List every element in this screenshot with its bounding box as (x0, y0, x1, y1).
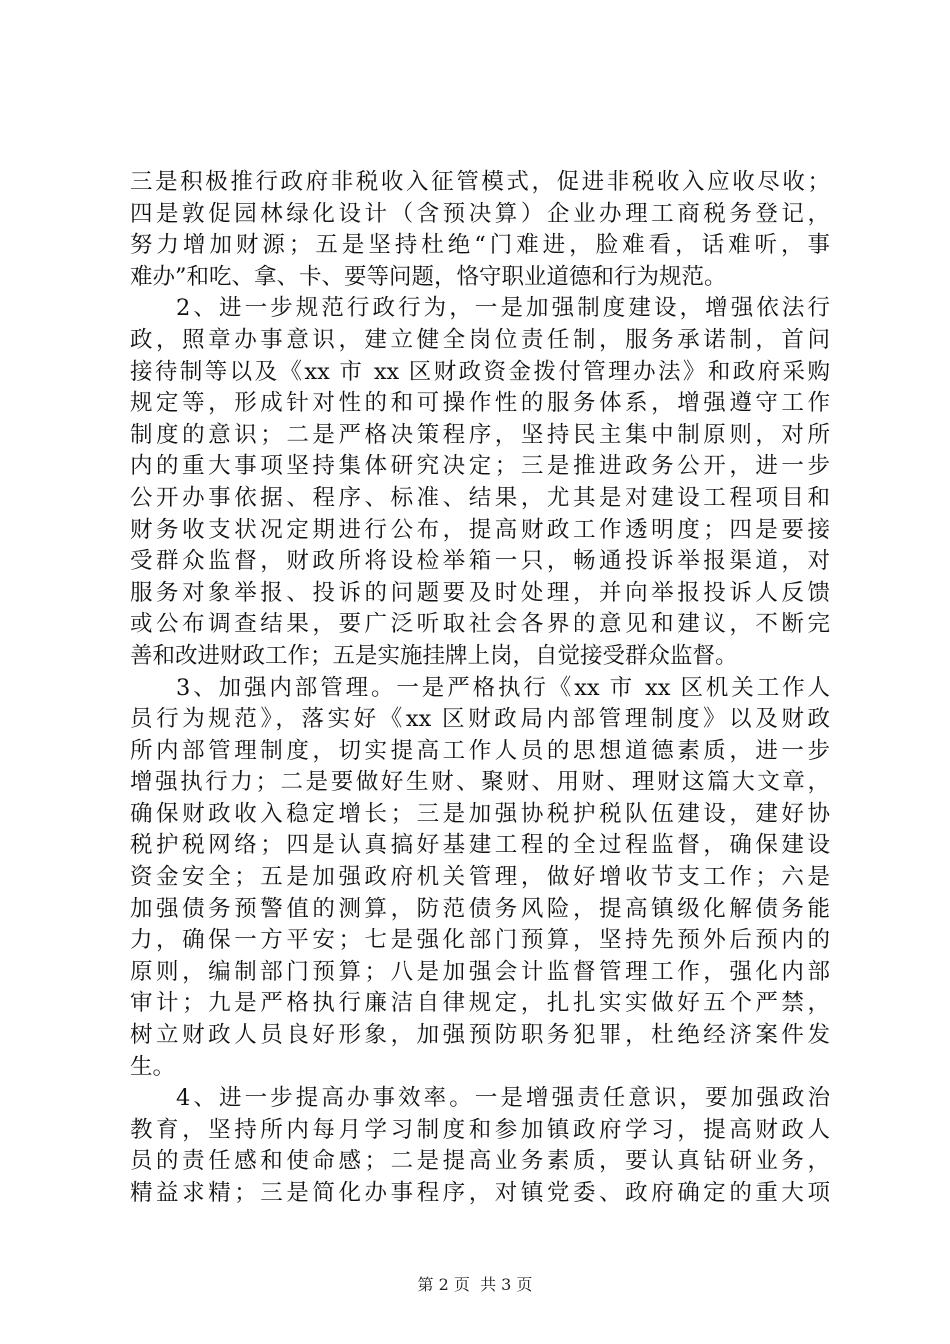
text-line: 所内部管理制度，切实提高工作人员的思想道德素质，进一步 (130, 737, 830, 764)
text-line: 力，确保一方平安；七是强化部门预算，坚持先预外后预内的 (130, 927, 830, 954)
paragraph-start-line: 4、进一步提高办事效率。一是增强责任意识，要加强政治 (176, 1085, 830, 1112)
paragraph-start-line: 3、加强内部管理。一是严格执行《xx 市 xx 区机关工作人 (176, 674, 830, 701)
text-line: 受群众监督，财政所将设检举箱一只，畅通投诉举报渠道，对 (130, 548, 830, 575)
text-line: 或公布调查结果，要广泛听取社会各界的意见和建议，不断完 (130, 611, 830, 638)
text-line: 生。 (130, 1053, 176, 1080)
text-line: 财务收支状况定期进行公布，提高财政工作透明度；四是要接 (130, 516, 830, 543)
text-line: 善和改进财政工作；五是实施挂牌上岗，自觉接受群众监督。 (130, 642, 738, 669)
text-line: 公开办事依据、程序、标准、结果，尤其是对建设工程项目和 (130, 484, 830, 511)
text-line: 服务对象举报、投诉的问题要及时处理，并向举报投诉人反馈 (130, 579, 830, 606)
text-line: 员的责任感和使命感；二是提高业务素质，要认真钻研业务， (130, 1148, 830, 1175)
text-line: 原则，编制部门预算；八是加强会计监督管理工作，强化内部 (130, 958, 830, 985)
text-line: 员行为规范》，落实好《xx 区财政局内部管理制度》以及财政 (130, 706, 830, 733)
text-line: 内的重大事项坚持集体研究决定；三是推进政务公开，进一步 (130, 453, 830, 480)
text-line: 制度的意识；二是严格决策程序，坚持民主集中制原则，对所 (130, 421, 830, 448)
text-line: 税护税网络；四是认真搞好基建工程的全过程监督，确保建设 (130, 832, 830, 859)
text-line: 教育，坚持所内每月学习制度和参加镇政府学习，提高财政人 (130, 1116, 830, 1143)
text-line: 加强债务预警值的测算，防范债务风险，提高镇级化解债务能 (130, 895, 830, 922)
text-line: 精益求精；三是简化办事程序，对镇党委、政府确定的重大项 (130, 1180, 830, 1206)
document-body (130, 167, 830, 1210)
text-line: 增强执行力；二是要做好生财、聚财、用财、理财这篇大文章， (130, 769, 830, 796)
paragraph-start-line: 2、进一步规范行政行为，一是加强制度建设，增强依法行 (176, 295, 830, 322)
text-line: 树立财政人员良好形象，加强预防职务犯罪，杜绝经济案件发 (130, 1022, 830, 1049)
text-line: 规定等，形成针对性的和可操作性的服务体系，增强遵守工作 (130, 390, 830, 417)
page-number-footer: 第 2 页 共 3 页 (417, 1275, 533, 1294)
text-line: 三是积极推行政府非税收入征管模式，促进非税收入应收尽收； (130, 169, 830, 195)
text-line: 资金安全；五是加强政府机关管理，做好增收节支工作；六是 (130, 864, 830, 891)
text-line: 接待制等以及《xx 市 xx 区财政资金拨付管理办法》和政府采购 (130, 358, 830, 385)
text-line: 努力增加财源；五是坚持杜绝“门难进，脸难看，话难听，事 (130, 232, 830, 259)
text-line: 难办”和吃、拿、卡、要等问题，恪守职业道德和行为规范。 (130, 263, 727, 290)
text-line: 确保财政收入稳定增长；三是加强协税护税队伍建设，建好协 (130, 800, 830, 827)
text-line: 四是敦促园林绿化设计（含预决算）企业办理工商税务登记， (130, 200, 830, 227)
text-line: 政，照章办事意识，建立健全岗位责任制，服务承诺制，首问 (130, 326, 830, 353)
text-line: 审计；九是严格执行廉洁自律规定，扎扎实实做好五个严禁， (130, 990, 830, 1017)
